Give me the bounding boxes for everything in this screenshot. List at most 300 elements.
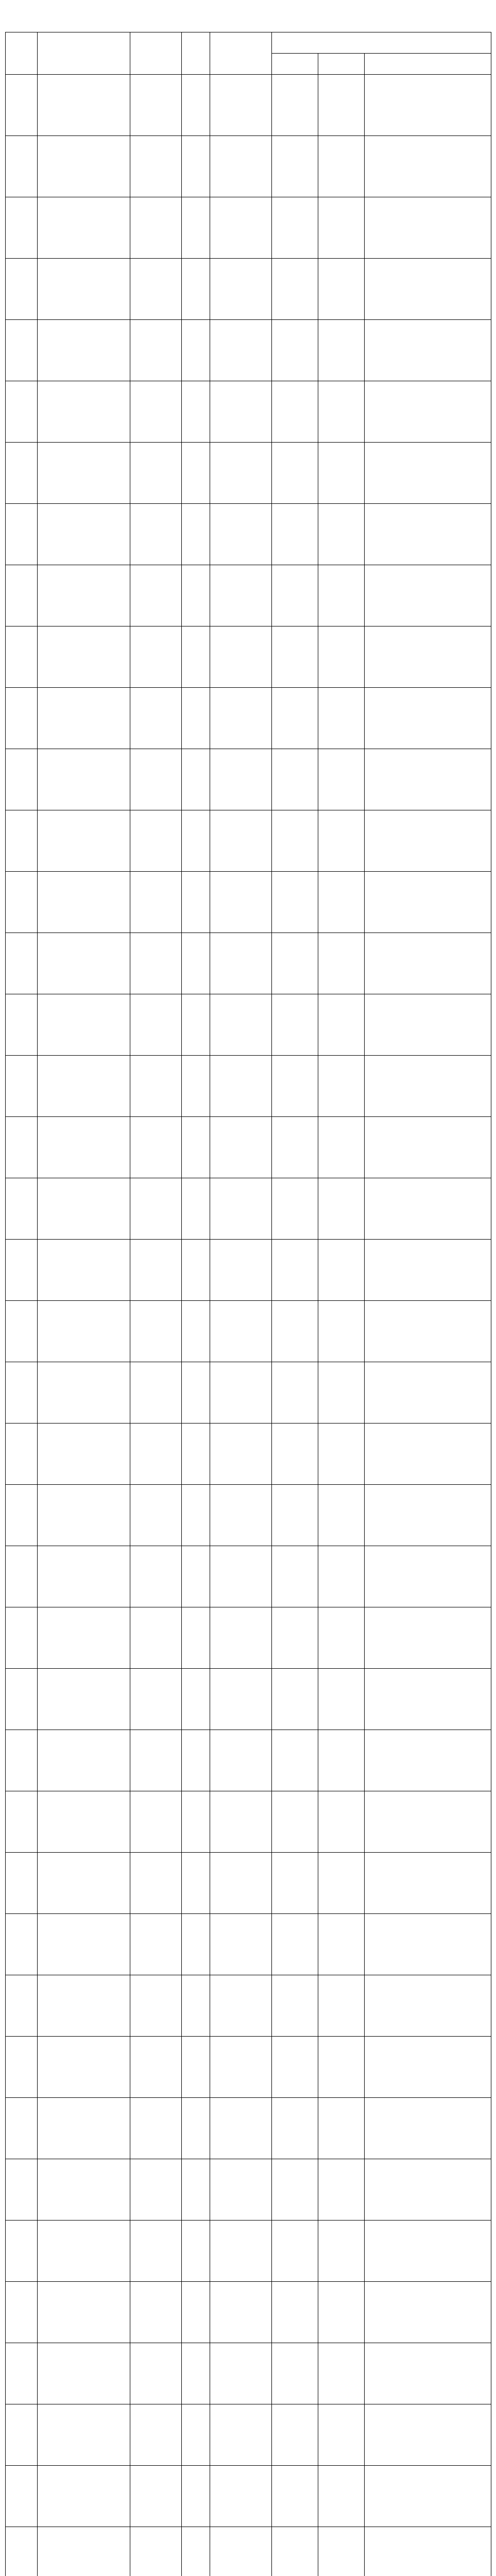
table-cell <box>210 443 272 504</box>
table-cell <box>365 2343 491 2404</box>
table-cell <box>6 2159 38 2221</box>
table-cell <box>6 1975 38 2037</box>
table-cell <box>182 2098 210 2159</box>
table-cell <box>210 626 272 688</box>
table-cell <box>272 320 318 381</box>
table-cell <box>130 1362 182 1423</box>
table-cell <box>365 136 491 197</box>
table-cell <box>6 1853 38 1914</box>
header-spec-a <box>272 54 318 75</box>
table-cell <box>182 197 210 259</box>
table-cell <box>6 565 38 626</box>
table-cell <box>210 1178 272 1240</box>
table-cell <box>130 2098 182 2159</box>
table-cell <box>365 1730 491 1791</box>
table-row <box>6 197 491 259</box>
table-cell <box>365 259 491 320</box>
table-cell <box>182 2466 210 2527</box>
table-cell <box>38 2221 130 2282</box>
table-cell <box>318 1607 365 1669</box>
table-cell <box>272 1423 318 1485</box>
table-cell <box>38 2404 130 2466</box>
table-cell <box>38 1730 130 1791</box>
table-cell <box>6 2098 38 2159</box>
table-cell <box>210 136 272 197</box>
table-cell <box>210 933 272 994</box>
table-cell <box>6 1791 38 1853</box>
table-cell <box>182 2527 210 2576</box>
table-cell <box>38 2037 130 2098</box>
table-cell <box>318 1362 365 1423</box>
table-cell <box>210 2098 272 2159</box>
table-cell <box>272 1730 318 1791</box>
table-cell <box>6 2404 38 2466</box>
table-cell <box>38 1546 130 1607</box>
table-cell <box>365 688 491 749</box>
table-cell <box>182 1607 210 1669</box>
table-cell <box>6 2282 38 2343</box>
table-cell <box>182 1546 210 1607</box>
table-cell <box>182 1056 210 1117</box>
header-area <box>6 32 38 75</box>
table-cell <box>210 1117 272 1178</box>
table-cell <box>272 1546 318 1607</box>
table-cell <box>365 1669 491 1730</box>
table-cell <box>210 2221 272 2282</box>
table-cell <box>318 1853 365 1914</box>
table-cell <box>38 810 130 872</box>
table-cell <box>318 2527 365 2576</box>
table-cell <box>130 75 182 136</box>
table-cell <box>365 1362 491 1423</box>
table-cell <box>38 2159 130 2221</box>
table-cell <box>210 2343 272 2404</box>
table-cell <box>182 1669 210 1730</box>
table-cell <box>272 1791 318 1853</box>
table-cell <box>182 810 210 872</box>
table-cell <box>365 2037 491 2098</box>
table-cell <box>6 259 38 320</box>
table-cell <box>182 872 210 933</box>
table-cell <box>6 504 38 565</box>
table-cell <box>272 626 318 688</box>
table-cell <box>210 1546 272 1607</box>
table-cell <box>6 1730 38 1791</box>
table-cell <box>272 1178 318 1240</box>
table-row <box>6 994 491 1056</box>
table-cell <box>365 1607 491 1669</box>
table-cell <box>6 1423 38 1485</box>
table-cell <box>38 1607 130 1669</box>
table-cell <box>210 872 272 933</box>
table-cell <box>210 2404 272 2466</box>
table-cell <box>6 443 38 504</box>
table-cell <box>365 2098 491 2159</box>
table-cell <box>38 1178 130 1240</box>
table-cell <box>272 259 318 320</box>
table-cell <box>182 1791 210 1853</box>
table-cell <box>318 1117 365 1178</box>
table-cell <box>130 1730 182 1791</box>
table-cell <box>272 810 318 872</box>
document-title <box>0 0 496 32</box>
table-cell <box>38 933 130 994</box>
table-cell <box>38 872 130 933</box>
table-cell <box>210 75 272 136</box>
table-cell <box>6 381 38 443</box>
header-count <box>182 32 210 75</box>
table-cell <box>182 2221 210 2282</box>
table-cell <box>365 1853 491 1914</box>
table-cell <box>38 320 130 381</box>
table-cell <box>365 1240 491 1301</box>
table-cell <box>272 1362 318 1423</box>
table-cell <box>318 1975 365 2037</box>
table-cell <box>38 1485 130 1546</box>
table-cell <box>130 565 182 626</box>
table-cell <box>38 1853 130 1914</box>
table-row <box>6 688 491 749</box>
table-row <box>6 1546 491 1607</box>
table-cell <box>318 810 365 872</box>
table-cell <box>210 688 272 749</box>
table-cell <box>318 381 365 443</box>
table-cell <box>6 136 38 197</box>
table-cell <box>130 2159 182 2221</box>
table-cell <box>318 1730 365 1791</box>
table-cell <box>272 381 318 443</box>
table-cell <box>130 2037 182 2098</box>
table-row <box>6 933 491 994</box>
table-cell <box>365 1117 491 1178</box>
table-cell <box>365 2527 491 2576</box>
table-cell <box>38 2282 130 2343</box>
table-cell <box>130 1791 182 1853</box>
table-cell <box>130 1485 182 1546</box>
table-cell <box>318 1301 365 1362</box>
table-cell <box>318 2343 365 2404</box>
table-cell <box>130 1975 182 2037</box>
table-cell <box>318 688 365 749</box>
table-cell <box>38 1117 130 1178</box>
table-cell <box>38 1423 130 1485</box>
table-row <box>6 1240 491 1301</box>
table-cell <box>6 1607 38 1669</box>
table-row <box>6 320 491 381</box>
table-cell <box>318 1056 365 1117</box>
table-cell <box>38 1975 130 2037</box>
header-spec-c <box>365 54 491 75</box>
table-cell <box>6 872 38 933</box>
table-row <box>6 872 491 933</box>
table-cell <box>318 320 365 381</box>
table-cell <box>6 2466 38 2527</box>
table-row <box>6 504 491 565</box>
table-cell <box>6 320 38 381</box>
table-cell <box>365 810 491 872</box>
table-cell <box>365 75 491 136</box>
table-cell <box>130 2527 182 2576</box>
table-cell <box>365 1423 491 1485</box>
table-cell <box>182 504 210 565</box>
table-cell <box>272 2466 318 2527</box>
table-cell <box>38 994 130 1056</box>
table-cell <box>210 259 272 320</box>
table-cell <box>272 2037 318 2098</box>
table-cell <box>318 2466 365 2527</box>
table-cell <box>272 1056 318 1117</box>
table-cell <box>6 1362 38 1423</box>
header-spec-b <box>318 54 365 75</box>
table-cell <box>318 565 365 626</box>
table-row <box>6 2221 491 2282</box>
table-cell <box>318 1914 365 1975</box>
table-cell <box>130 2404 182 2466</box>
table-cell <box>365 1791 491 1853</box>
table-cell <box>38 1914 130 1975</box>
table-cell <box>182 1975 210 2037</box>
table-cell <box>182 1301 210 1362</box>
table-cell <box>365 2282 491 2343</box>
header-specialty <box>272 32 491 54</box>
table-cell <box>210 1362 272 1423</box>
recruitment-table <box>5 32 491 2576</box>
table-cell <box>130 1178 182 1240</box>
table-cell <box>210 504 272 565</box>
table-cell <box>210 749 272 810</box>
table-row <box>6 810 491 872</box>
table-cell <box>6 2037 38 2098</box>
table-cell <box>318 75 365 136</box>
table-cell <box>318 1546 365 1607</box>
table-row <box>6 1607 491 1669</box>
table-cell <box>130 1914 182 1975</box>
table-cell <box>210 1914 272 1975</box>
table-cell <box>182 1240 210 1301</box>
table-cell <box>130 626 182 688</box>
table-cell <box>130 933 182 994</box>
table-cell <box>365 749 491 810</box>
table-row <box>6 443 491 504</box>
table-cell <box>210 1730 272 1791</box>
table-row <box>6 75 491 136</box>
table-cell <box>318 1791 365 1853</box>
table-cell <box>130 994 182 1056</box>
table-cell <box>130 749 182 810</box>
table-cell <box>365 2159 491 2221</box>
table-cell <box>6 2343 38 2404</box>
table-cell <box>210 1056 272 1117</box>
table-cell <box>6 2221 38 2282</box>
table-cell <box>210 1853 272 1914</box>
table-cell <box>130 136 182 197</box>
table-cell <box>272 2282 318 2343</box>
table-cell <box>318 1423 365 1485</box>
table-cell <box>38 1362 130 1423</box>
table-cell <box>365 1056 491 1117</box>
table-cell <box>182 1362 210 1423</box>
table-row <box>6 626 491 688</box>
table-cell <box>318 1669 365 1730</box>
table-cell <box>272 2343 318 2404</box>
table-cell <box>272 688 318 749</box>
table-cell <box>272 2098 318 2159</box>
table-cell <box>272 1485 318 1546</box>
header-unit <box>38 32 130 75</box>
table-cell <box>130 259 182 320</box>
table-cell <box>272 994 318 1056</box>
table-cell <box>272 2221 318 2282</box>
table-cell <box>6 626 38 688</box>
table-cell <box>6 749 38 810</box>
table-cell <box>210 1607 272 1669</box>
table-cell <box>272 1607 318 1669</box>
table-cell <box>365 994 491 1056</box>
table-cell <box>210 197 272 259</box>
table-cell <box>38 504 130 565</box>
table-cell <box>365 504 491 565</box>
table-row <box>6 136 491 197</box>
table-cell <box>38 259 130 320</box>
table-cell <box>365 381 491 443</box>
table-row <box>6 1301 491 1362</box>
table-cell <box>38 2098 130 2159</box>
table-cell <box>365 1546 491 1607</box>
table-cell <box>130 1423 182 1485</box>
table-cell <box>130 1056 182 1117</box>
table-cell <box>130 381 182 443</box>
table-cell <box>365 1178 491 1240</box>
table-cell <box>6 75 38 136</box>
table-cell <box>6 933 38 994</box>
table-cell <box>365 565 491 626</box>
table-cell <box>318 2037 365 2098</box>
header-education <box>210 32 272 75</box>
table-cell <box>272 2527 318 2576</box>
table-cell <box>38 75 130 136</box>
table-cell <box>318 933 365 994</box>
table-row <box>6 2282 491 2343</box>
table-cell <box>182 1423 210 1485</box>
table-row <box>6 1975 491 2037</box>
table-row <box>6 2159 491 2221</box>
table-cell <box>318 443 365 504</box>
table-cell <box>182 565 210 626</box>
table-cell <box>272 933 318 994</box>
table-cell <box>182 2404 210 2466</box>
table-cell <box>272 136 318 197</box>
table-cell <box>318 2282 365 2343</box>
table-cell <box>182 688 210 749</box>
table-cell <box>182 1914 210 1975</box>
table-cell <box>182 136 210 197</box>
table-cell <box>272 2159 318 2221</box>
table-row <box>6 1423 491 1485</box>
table-cell <box>130 320 182 381</box>
table-cell <box>210 1423 272 1485</box>
table-cell <box>38 443 130 504</box>
table-cell <box>318 1485 365 1546</box>
table-cell <box>365 443 491 504</box>
table-cell <box>6 688 38 749</box>
table-cell <box>182 1853 210 1914</box>
table-cell <box>130 1853 182 1914</box>
table-row <box>6 2343 491 2404</box>
table-cell <box>318 872 365 933</box>
table-cell <box>38 1791 130 1853</box>
table-row <box>6 1730 491 1791</box>
table-cell <box>210 320 272 381</box>
table-cell <box>6 1485 38 1546</box>
table-cell <box>365 1975 491 2037</box>
table-row <box>6 1056 491 1117</box>
table-cell <box>318 197 365 259</box>
table-cell <box>210 381 272 443</box>
table-cell <box>272 565 318 626</box>
table-row <box>6 1485 491 1546</box>
table-cell <box>6 1117 38 1178</box>
table-cell <box>182 75 210 136</box>
table-cell <box>182 2282 210 2343</box>
table-row <box>6 2098 491 2159</box>
table-row <box>6 1178 491 1240</box>
table-cell <box>38 565 130 626</box>
table-cell <box>6 810 38 872</box>
table-cell <box>182 749 210 810</box>
table-cell <box>318 2159 365 2221</box>
table-row <box>6 1853 491 1914</box>
table-cell <box>130 688 182 749</box>
table-cell <box>318 994 365 1056</box>
table-cell <box>182 2037 210 2098</box>
table-cell <box>38 197 130 259</box>
table-cell <box>6 1914 38 1975</box>
table-cell <box>365 1485 491 1546</box>
table-cell <box>6 1546 38 1607</box>
table-cell <box>182 2343 210 2404</box>
table-row <box>6 749 491 810</box>
table-cell <box>365 872 491 933</box>
table-row <box>6 1669 491 1730</box>
table-cell <box>38 1056 130 1117</box>
table-cell <box>38 381 130 443</box>
table-cell <box>130 872 182 933</box>
table-cell <box>182 1730 210 1791</box>
table-cell <box>182 1485 210 1546</box>
table-cell <box>318 749 365 810</box>
table-row <box>6 2466 491 2527</box>
table-cell <box>38 1669 130 1730</box>
table-cell <box>210 1669 272 1730</box>
table-cell <box>365 626 491 688</box>
table-cell <box>318 2098 365 2159</box>
table-cell <box>182 320 210 381</box>
table-row <box>6 381 491 443</box>
table-cell <box>210 2527 272 2576</box>
table-cell <box>6 994 38 1056</box>
table-cell <box>130 1240 182 1301</box>
table-cell <box>182 994 210 1056</box>
table-cell <box>6 1056 38 1117</box>
table-cell <box>210 1301 272 1362</box>
table-row <box>6 259 491 320</box>
table-cell <box>272 1669 318 1730</box>
table-cell <box>272 2404 318 2466</box>
table-cell <box>318 2404 365 2466</box>
table-cell <box>182 1117 210 1178</box>
table-cell <box>38 136 130 197</box>
table-cell <box>365 1301 491 1362</box>
